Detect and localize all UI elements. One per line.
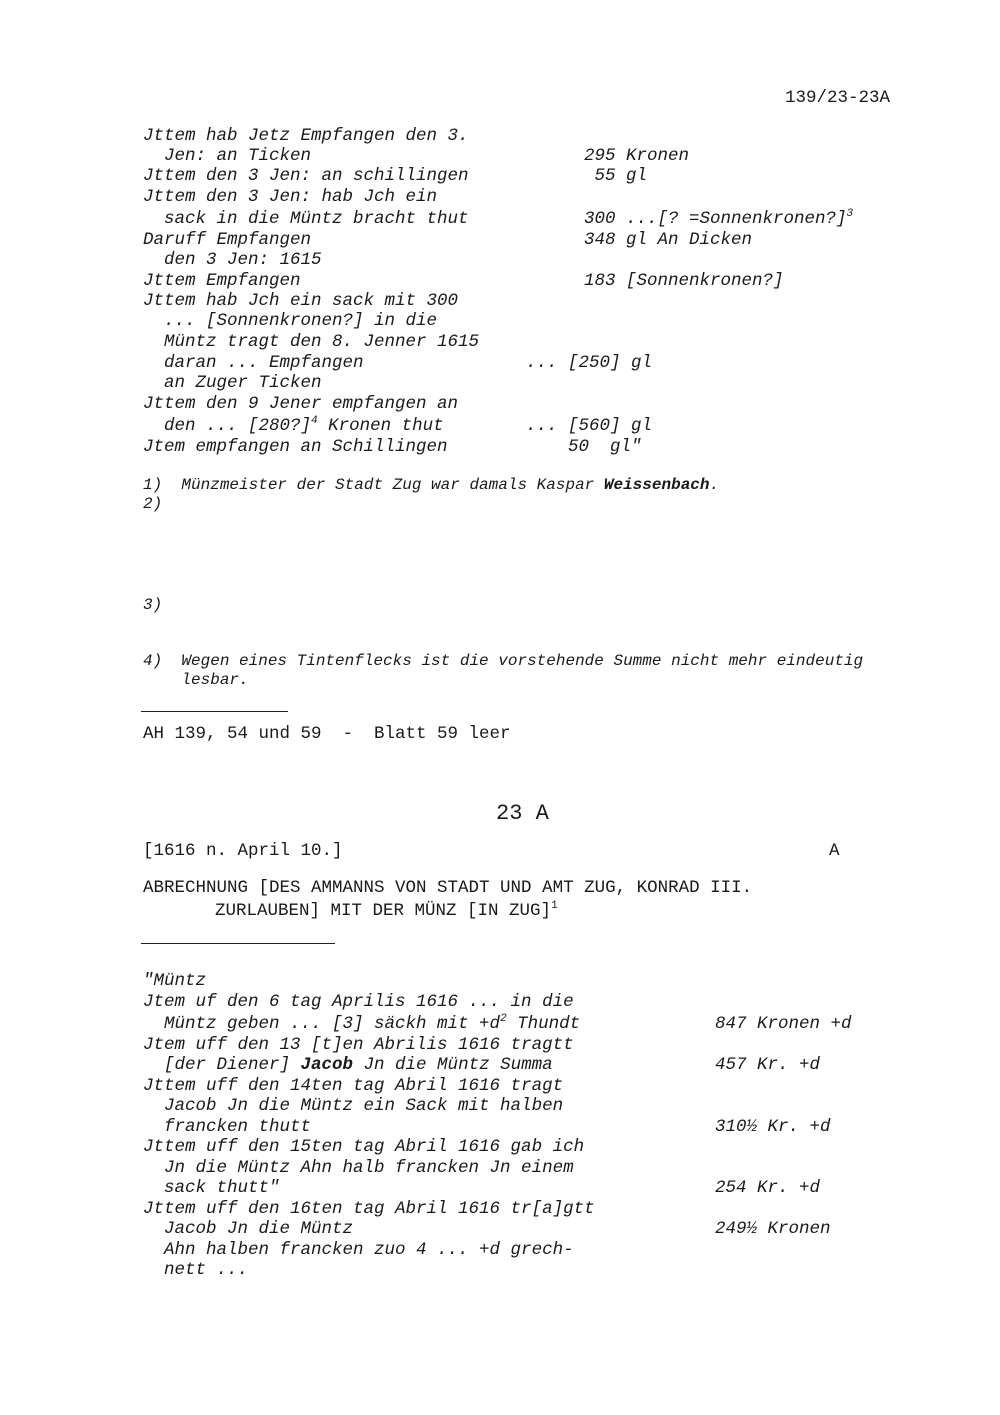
ledger-line: Jttem uff den 15ten tag Abril 1616 gab ich xyxy=(143,1137,585,1157)
ledger-amount: 254 Kr. +d xyxy=(715,1178,821,1198)
ledger-line: Jn die Müntz Ahn halb francken Jn einem xyxy=(143,1158,574,1178)
ledger-line: Jttem hab Jch ein sack mit 300 xyxy=(143,291,459,311)
divider xyxy=(141,943,335,944)
ledger-line: Jttem den 3 Jen: hab Jch ein xyxy=(143,187,438,207)
ledger-line: sack in die Müntz bracht thut xyxy=(143,209,469,229)
bold-name: Jacob xyxy=(300,1055,354,1075)
footnote-ref: 3 xyxy=(846,208,854,220)
ledger-line: nett ... xyxy=(143,1260,249,1280)
line-text: Müntz geben ... [3] säckh mit +d xyxy=(143,1014,501,1034)
footnote-1 xyxy=(143,475,719,495)
ledger-amount: 50 gl" xyxy=(526,437,642,457)
ledger-amount: 183 [Sonnenkronen?] xyxy=(584,271,784,291)
ledger-line: Jtem empfangen an Schillingen xyxy=(143,437,448,457)
document-heading: ABRECHNUNG [DES AMMANNS VON STADT UND AMT ZUG, KONRAD III. xyxy=(143,878,753,898)
ledger-line: Jttem den 3 Jen: an schillingen xyxy=(143,166,469,186)
footnote-4-cont: lesbar. xyxy=(143,671,249,689)
footnote-ref: 2 xyxy=(500,1013,507,1025)
document-number: 23 A xyxy=(496,801,549,826)
ledger-amount: ... [560] gl xyxy=(526,416,653,436)
amount-text: 300 ...[? =Sonnenkronen?] xyxy=(584,209,847,229)
ledger-line: Jtem uff den 13 [t]en Abrilis 1616 tragtt xyxy=(143,1035,574,1055)
ledger-line xyxy=(143,1014,580,1034)
footnote-bold-name: Weissenbach xyxy=(603,476,710,494)
ledger-line: "Müntz xyxy=(143,971,207,991)
ledger-line: Jttem den 9 Jener empfangen an xyxy=(143,394,459,414)
footnote-ref: 1 xyxy=(551,900,558,912)
ledger-line: sack thutt" xyxy=(143,1178,280,1198)
ledger-amount: 55 gl xyxy=(584,166,648,186)
line-text: den ... [280?] xyxy=(143,416,312,436)
ledger-amount: ... [250] gl xyxy=(526,353,653,373)
ledger-amount xyxy=(584,209,853,229)
ledger-line: Jttem uff den 14ten tag Abril 1616 tragt xyxy=(143,1076,564,1096)
ledger-amount: 295 Kronen xyxy=(584,146,690,166)
footnote-ref: 4 xyxy=(311,415,318,427)
ledger-line: Jacob Jn die Müntz ein Sack mit halben xyxy=(143,1096,564,1116)
ledger-line xyxy=(143,416,444,436)
ledger-amount: 847 Kronen +d xyxy=(715,1014,852,1034)
document-date: [1616 n. April 10.] xyxy=(143,841,343,861)
document-heading-cont xyxy=(215,901,558,921)
ledger-line: Daruff Empfangen xyxy=(143,230,312,250)
footnote-3: 3) xyxy=(143,596,163,614)
heading-text: ZURLAUBEN] MIT DER MÜNZ [IN ZUG] xyxy=(215,901,552,921)
ledger-line: Jttem uff den 16ten tag Abril 1616 tr[a]gtt xyxy=(143,1199,595,1219)
divider xyxy=(141,711,288,712)
ledger-line: Ahn halben francken zuo 4 ... +d grech- xyxy=(143,1240,574,1260)
line-text: Jn die Müntz Summa xyxy=(353,1055,553,1075)
ledger-line: Jen: an Ticken xyxy=(143,146,312,166)
ledger-amount: 457 Kr. +d xyxy=(715,1055,821,1075)
ledger-line: ... [Sonnenkronen?] in die xyxy=(143,311,438,331)
ledger-line: Jttem Empfangen xyxy=(143,271,301,291)
footnote-4: 4) Wegen eines Tintenflecks ist die vorstehende Summe nicht mehr eindeutig xyxy=(143,652,864,670)
ledger-line: francken thutt xyxy=(143,1117,312,1137)
line-text: Kronen thut xyxy=(317,416,444,436)
ledger-line: Jtem uf den 6 tag Aprilis 1616 ... in die xyxy=(143,992,574,1012)
ledger-line: Müntz tragt den 8. Jenner 1615 xyxy=(143,332,480,352)
ledger-line xyxy=(143,1055,553,1075)
footnote-text: 1) Münzmeister der Stadt Zug war damals Kaspar xyxy=(143,476,604,494)
ledger-line: daran ... Empfangen xyxy=(143,353,364,373)
line-text: Thundt xyxy=(506,1014,581,1034)
ledger-line: den 3 Jen: 1615 xyxy=(143,250,322,270)
ledger-amount: 348 gl An Dicken xyxy=(584,230,753,250)
footnote-text: . xyxy=(709,476,720,494)
ledger-line: an Zuger Ticken xyxy=(143,373,322,393)
line-text: [der Diener] xyxy=(143,1055,301,1075)
ledger-amount: 249½ Kronen xyxy=(715,1219,831,1239)
page-reference: 139/23-23A xyxy=(785,88,891,108)
source-reference: AH 139, 54 und 59 - Blatt 59 leer xyxy=(143,724,511,744)
ledger-line: Jacob Jn die Müntz xyxy=(143,1219,354,1239)
ledger-line: Jttem hab Jetz Empfangen den 3. xyxy=(143,126,469,146)
document-letter: A xyxy=(829,841,840,861)
ledger-amount: 310½ Kr. +d xyxy=(715,1117,831,1137)
footnote-2: 2) xyxy=(143,495,163,513)
